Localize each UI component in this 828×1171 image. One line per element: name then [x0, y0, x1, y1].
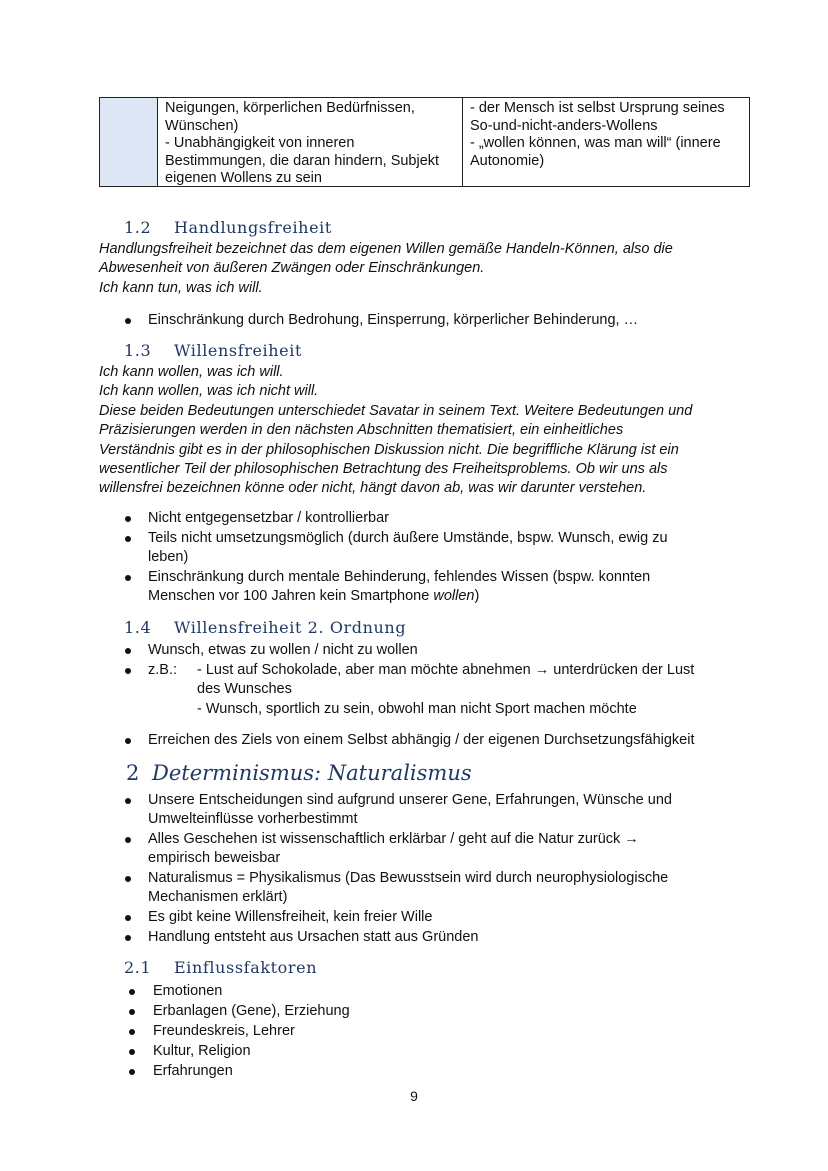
heading-number: 1.2: [124, 218, 152, 237]
list-item: Kultur, Religion: [153, 1043, 251, 1059]
paragraph-line: Abwesenheit von äußeren Zwängen oder Einschränkungen.: [99, 260, 485, 277]
heading-number: 2.1: [124, 958, 152, 977]
heading-title: Determinismus: Naturalismus: [152, 761, 472, 785]
list-item-line: Naturalismus = Physikalismus (Das Bewusstsein wird durch neurophysiologische: [148, 870, 669, 886]
paragraph-line: Ich kann wollen, was ich will.: [99, 364, 284, 380]
heading-1-4: [124, 618, 406, 637]
heading-number: 1.3: [124, 341, 152, 360]
bullet-icon: [125, 318, 131, 324]
heading-title: Einflussfaktoren: [174, 958, 318, 977]
list-item: [148, 830, 639, 869]
table-text: - der Mensch ist selbst Ursprung seines: [470, 100, 725, 116]
list-item: Erbanlagen (Gene), Erziehung: [153, 1003, 350, 1019]
list-item-line: Alles Geschehen ist wissenschaftlich erklärbar / geht auf die Natur zurück →: [148, 831, 639, 847]
bullet-icon: [129, 1029, 135, 1035]
heading-1-2: [124, 218, 332, 237]
section-1-3-text: [99, 363, 692, 499]
list-item: [148, 568, 650, 607]
heading-title: Willensfreiheit 2. Ordnung: [174, 618, 407, 637]
bullet-icon: [125, 738, 131, 744]
bullet-icon: [125, 575, 131, 581]
table-text: Neigungen, körperlichen Bedürfnissen,: [165, 100, 415, 116]
paragraph-line: Verständnis gibt es in der philosophischen Diskussion nicht. Die begriffliche Klärung ist ein: [99, 441, 679, 458]
bullet-icon: [129, 1049, 135, 1055]
list-item: [148, 869, 668, 908]
paragraph-line: Ich kann wollen, was ich nicht will.: [99, 383, 319, 400]
list-item: Erreichen des Ziels von einem Selbst abhängig / der eigenen Durchsetzungsfähigkeit: [148, 732, 695, 748]
bullet-icon: [129, 989, 135, 995]
bullet-icon: [125, 516, 131, 522]
bullet-icon: [125, 876, 131, 882]
example-list: [197, 661, 694, 719]
freedom-table: [99, 97, 750, 187]
table-shaded-column: [100, 98, 158, 186]
list-item-line: Umwelteinflüsse vorherbestimmt: [148, 811, 358, 828]
heading-title: Handlungsfreiheit: [174, 218, 332, 237]
table-text: Bestimmungen, die daran hindern, Subjekt: [165, 152, 440, 169]
table-text: Autonomie): [470, 152, 545, 169]
heading-1-3: [124, 341, 302, 360]
list-item: Erfahrungen: [153, 1063, 233, 1079]
text-span: Menschen vor 100 Jahren kein Smartphone: [148, 588, 434, 605]
example-label: z.B.:: [148, 662, 178, 678]
paragraph-line: Handlungsfreiheit bezeichnet das dem eigenen Willen gemäße Handeln-Können, also die: [99, 241, 673, 257]
text-span: ): [474, 588, 480, 605]
paragraph-line: willensfrei bezeichnen könne oder nicht, hängt davon ab, was wir darunter verstehen.: [99, 480, 647, 497]
heading-number: 1.4: [124, 618, 152, 637]
list-item: Emotionen: [153, 983, 223, 999]
list-item: Einschränkung durch Bedrohung, Einsperrung, körperlicher Behinderung, …: [148, 312, 639, 328]
bullet-icon: [129, 1009, 135, 1015]
emphasis-text: wollen: [433, 588, 475, 605]
list-item: Handlung entsteht aus Ursachen statt aus Gründen: [148, 929, 479, 945]
list-item-line: Mechanismen erklärt): [148, 889, 288, 906]
bullet-icon: [125, 837, 131, 843]
table-text: eigenen Wollens zu sein: [165, 170, 322, 187]
table-text: So-und-nicht-anders-Wollens: [470, 117, 658, 134]
bullet-icon: [125, 668, 131, 674]
paragraph-line: Diese beiden Bedeutungen unterschiedet Savatar in seinem Text. Weitere Bedeutungen und: [99, 402, 693, 419]
list-item-line: leben): [148, 549, 189, 566]
list-item-line: [148, 587, 650, 606]
paragraph-line: Präzisierungen werden in den nächsten Abschnitten thematisiert, ein einheitliches: [99, 422, 624, 439]
list-item: Nicht entgegensetzbar / kontrollierbar: [148, 510, 389, 526]
bullet-icon: [125, 648, 131, 654]
list-item-line: empirisch beweisbar: [148, 850, 281, 867]
bullet-icon: [125, 935, 131, 941]
paragraph-line: wesentlicher Teil der philosophischen Betrachtung des Freiheitsproblems. Ob wir uns als: [99, 461, 668, 478]
bullet-icon: [125, 536, 131, 542]
table-cell-description: [158, 98, 463, 186]
list-item: Es gibt keine Willensfreiheit, kein freier Wille: [148, 909, 433, 925]
table-text: - „wollen können, was man will“ (innere: [470, 135, 721, 152]
list-item-line: - Lust auf Schokolade, aber man möchte abnehmen → unterdrücken der Lust: [197, 662, 695, 678]
paragraph-line: Ich kann tun, was ich will.: [99, 279, 263, 296]
list-item-line: Einschränkung durch mentale Behinderung, fehlendes Wissen (bspw. konnten: [148, 569, 651, 585]
heading-2: [126, 761, 472, 785]
list-item-line: Teils nicht umsetzungsmöglich (durch äußere Umstände, bspw. Wunsch, ewig zu: [148, 530, 668, 546]
table-cell-example: [463, 98, 749, 186]
bullet-icon: [129, 1069, 135, 1075]
bullet-icon: [125, 915, 131, 921]
table-text: Wünschen): [165, 117, 239, 134]
list-item: Freundeskreis, Lehrer: [153, 1023, 295, 1039]
list-item: Wunsch, etwas zu wollen / nicht zu wollen: [148, 642, 418, 658]
list-item-line: - Wunsch, sportlich zu sein, obwohl man nicht Sport machen möchte: [197, 700, 637, 717]
table-text: - Unabhängigkeit von inneren: [165, 135, 355, 152]
heading-2-1: [124, 958, 317, 977]
list-item: [148, 529, 668, 568]
heading-number: 2: [126, 761, 140, 785]
section-1-2-text: [99, 240, 673, 298]
list-item-line: des Wunsches: [197, 681, 292, 698]
page-number: 9: [410, 1088, 418, 1104]
list-item-line: Unsere Entscheidungen sind aufgrund unserer Gene, Erfahrungen, Wünsche und: [148, 792, 672, 808]
heading-title: Willensfreiheit: [174, 341, 302, 360]
bullet-icon: [125, 798, 131, 804]
list-item: [148, 791, 672, 830]
